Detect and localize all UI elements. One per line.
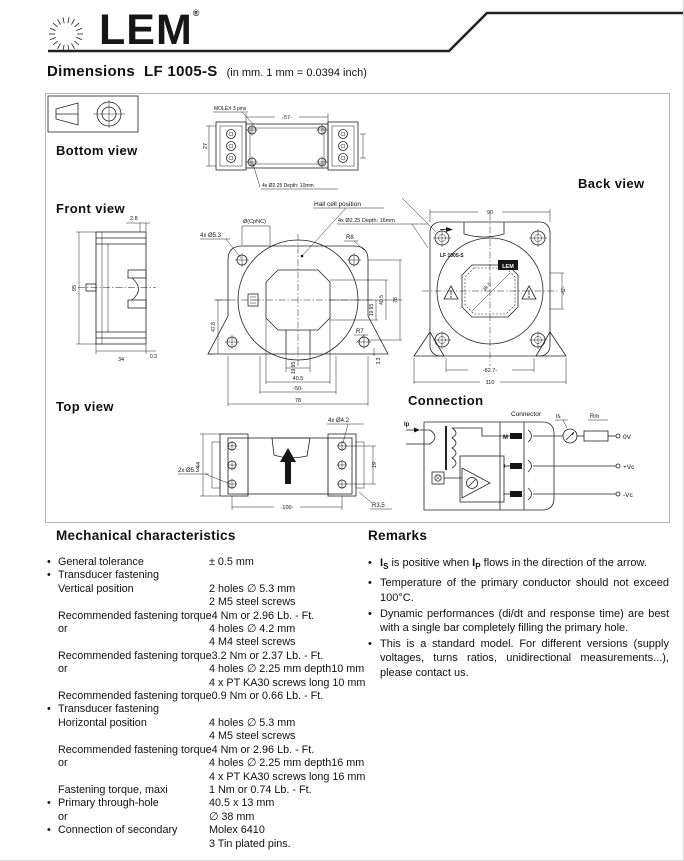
mech-label: or: [58, 757, 68, 770]
dim-82-7: -82.7-: [482, 368, 498, 374]
top-view-label: Top view: [56, 399, 114, 414]
front-side-drawing: [66, 212, 162, 364]
mech-value: ∅ 38 mm: [209, 810, 255, 823]
mech-value: 3 Tin plated pins.: [209, 837, 291, 850]
mech-row: [47, 797, 363, 810]
mech-values: [209, 797, 274, 810]
bottom-view-drawing: [200, 100, 375, 195]
dim-38-5: 38.5: [481, 281, 493, 293]
mech-label: or: [58, 810, 68, 823]
connection-diagram: [402, 406, 638, 524]
mech-value: 4 x PT KA30 screws long 10 mm: [209, 676, 366, 689]
mech-value: 4 Nm or 2.96 Lb. - Ft.: [211, 743, 315, 756]
mech-row: [47, 717, 363, 744]
pin-m-label: M: [503, 435, 508, 441]
dim-right-40-5: 40.5: [379, 295, 385, 305]
brand-name: LEM: [99, 6, 193, 54]
mech-label: • Transducer fastening: [58, 569, 160, 582]
mech-value: 4 M4 steel screws: [209, 636, 296, 649]
remarks-list: [368, 556, 669, 682]
mech-label: or: [58, 663, 68, 676]
mech-values: [212, 650, 324, 663]
remark-item: • $I_S$ is positive when $I_P$ flows in the direction of the arrow.: [368, 556, 669, 574]
holes-53-label: 4x Ø5.3: [200, 233, 222, 239]
mech-value: 40.5 x 13 mm: [209, 797, 275, 810]
mech-value: ± 0.5 mm: [209, 556, 254, 568]
mech-label: Recommended fastening torque: [58, 743, 212, 756]
mech-row: [47, 623, 363, 650]
mech-values: [209, 757, 365, 784]
dim-95: 95: [72, 284, 78, 292]
mech-label: Recommended fastening torque: [58, 609, 212, 622]
front-view-label: Front view: [56, 201, 126, 216]
is-label: Is: [556, 414, 561, 420]
dim-44: 44: [196, 461, 202, 469]
dim-3-3: 3.3: [376, 357, 382, 365]
top-view-drawing: [176, 412, 404, 518]
mech-values: [209, 784, 312, 797]
dim-bottom-50: -50-: [293, 386, 303, 392]
holes-42-label: 4x Ø4.2: [328, 418, 350, 424]
dim-bottom-19-95: 19.95: [291, 361, 297, 375]
out-pvc-label: +Vc: [623, 464, 635, 471]
r7-label: R7: [356, 329, 364, 335]
mech-row: [47, 583, 363, 610]
mech-values: [209, 556, 254, 569]
mech-label: • Transducer fastening: [58, 703, 160, 716]
mech-values: [209, 717, 295, 744]
dim-34: 34: [117, 357, 125, 363]
rm-label: Rm: [590, 414, 600, 420]
back-view-drawing: [400, 194, 580, 394]
ip-label: Ip: [404, 422, 410, 428]
dim-27: 27: [203, 142, 209, 150]
mech-row: [47, 650, 363, 663]
dim-bottom-40-5: 40.5: [292, 376, 304, 382]
mech-value: 2 holes ∅ 5.3 mm: [209, 582, 296, 595]
mech-value: Molex 6410: [209, 824, 265, 837]
bottom-view-label: Bottom view: [56, 143, 138, 158]
holes-53-top-label: 2x Ø5.3: [178, 468, 200, 474]
mech-values: [212, 690, 324, 703]
mech-value: 4 M5 steel screws: [209, 730, 296, 743]
mech-value: 4 holes ∅ 2.25 mm depth10 mm: [209, 663, 365, 676]
registered-mark: ®: [192, 8, 201, 18]
page-title: [47, 63, 367, 80]
holes-225-label: 4x Ø2.25 Depth: 16mm: [338, 218, 395, 224]
molex-label: MOLEX 3 pins: [214, 106, 247, 112]
dim-100: -100-: [280, 505, 294, 511]
remark-item: • This is a standard model. For different versions (supply voltages, turns ratios, unidirectional measurements...), please contact us.: [368, 637, 669, 680]
back-lem-mark: LEM: [502, 264, 514, 270]
mech-row: [47, 811, 363, 824]
mech-value: 4 holes ∅ 5.3 mm: [209, 716, 296, 729]
connection-label: Connection: [408, 393, 484, 408]
mech-value: 4 Nm or 2.96 Lb. - Ft.: [211, 609, 315, 622]
mech-label: • General tolerance: [58, 556, 144, 568]
mech-row: [47, 824, 363, 851]
back-model-label: LF 1005-S: [440, 253, 464, 259]
dim-57: -57-: [282, 115, 292, 121]
mech-values: [209, 824, 291, 851]
mech-row: [47, 556, 363, 569]
mech-value: 2 M5 steel screws: [209, 596, 296, 609]
hall-cell-label: Hall cell position: [314, 201, 361, 208]
mech-values: [209, 811, 254, 824]
mech-value: 1 Nm or 0.74 Lb. - Ft.: [209, 783, 312, 796]
mech-label: or: [58, 623, 68, 636]
pin-plus-label: +: [503, 464, 507, 470]
mechanical-list: [47, 556, 366, 851]
projection-symbol: [47, 95, 139, 133]
r8-label: R8: [346, 235, 354, 241]
out-nvc-label: -Vc: [623, 492, 633, 499]
dim-bottom-78: 78: [294, 398, 302, 404]
mech-label: • Primary through-hole: [58, 797, 159, 810]
dim-42: -42-: [561, 286, 567, 296]
pin-minus-label: -: [503, 492, 505, 498]
dim-90: 90: [486, 210, 494, 216]
dim-19: 19: [372, 461, 378, 469]
r35-label: R3.5: [372, 503, 385, 509]
remark-item: • Dynamic performances (di/dt and response time) are best with a single bar completely filling the primary hole.: [368, 607, 669, 635]
mech-label: Horizontal position: [58, 716, 147, 729]
mech-row: [47, 757, 366, 784]
dim-110: 110: [485, 380, 495, 386]
mech-values: [209, 583, 295, 610]
remark-item: • Temperature of the primary conductor should not exceed 100°C.: [368, 576, 669, 604]
connector-label: Connector: [511, 411, 541, 418]
bottom-holes-label: 4x Ø2.25 Depth: 10mm: [262, 183, 314, 189]
title-model: LF 1005-S: [144, 63, 218, 80]
mech-label: Recommended fastening torque: [58, 690, 212, 703]
out-0v-label: 0V: [623, 434, 631, 441]
dim-2-8: 2.8: [130, 216, 138, 222]
title-dimensions: Dimensions: [47, 63, 136, 80]
mech-value: 4 holes ∅ 4.2 mm: [209, 623, 296, 636]
mech-row: [47, 703, 363, 716]
mech-row: [47, 784, 363, 797]
lem-logo-starburst-icon: [36, 4, 96, 64]
mech-value: 0.9 Nm or 0.66 Lb. - Ft.: [211, 690, 324, 703]
dim-right-19-95: 19.95: [369, 303, 375, 317]
cpnc-label: Ø(CpNC): [243, 219, 266, 225]
dim-right-78: 78: [393, 297, 399, 303]
dim-0-3: 0.3: [150, 354, 157, 360]
mech-row: [47, 690, 363, 703]
dim-47-8: 47.8: [211, 322, 217, 332]
mech-label: Fastening torque, maxi: [58, 783, 168, 796]
mech-value: 4 x PT KA30 screws long 16 mm: [209, 770, 366, 783]
mech-label: • Connection of secondary: [58, 824, 178, 837]
mech-row: [47, 744, 363, 757]
mech-label: Recommended fastening torque: [58, 649, 212, 662]
mech-value: 4 holes ∅ 2.25 mm depth16 mm: [209, 757, 365, 770]
title-units: (in mm. 1 mm = 0.0394 inch): [226, 67, 367, 79]
mech-value: 3.2 Nm or 2.37 Lb. - Ft.: [211, 649, 324, 662]
mech-values: [209, 663, 365, 690]
remarks-heading: Remarks: [368, 528, 428, 543]
mech-values: [209, 623, 295, 650]
mechanical-heading: Mechanical characteristics: [56, 528, 236, 543]
back-view-label: Back view: [578, 176, 645, 191]
mech-values: [212, 744, 315, 757]
front-main-drawing: [196, 196, 428, 408]
mech-row: [47, 663, 366, 690]
mech-label: Vertical position: [58, 582, 134, 595]
mech-values: [212, 610, 315, 623]
brand-logo: [99, 6, 200, 55]
mech-row: [47, 610, 363, 623]
mech-row: [47, 569, 363, 582]
